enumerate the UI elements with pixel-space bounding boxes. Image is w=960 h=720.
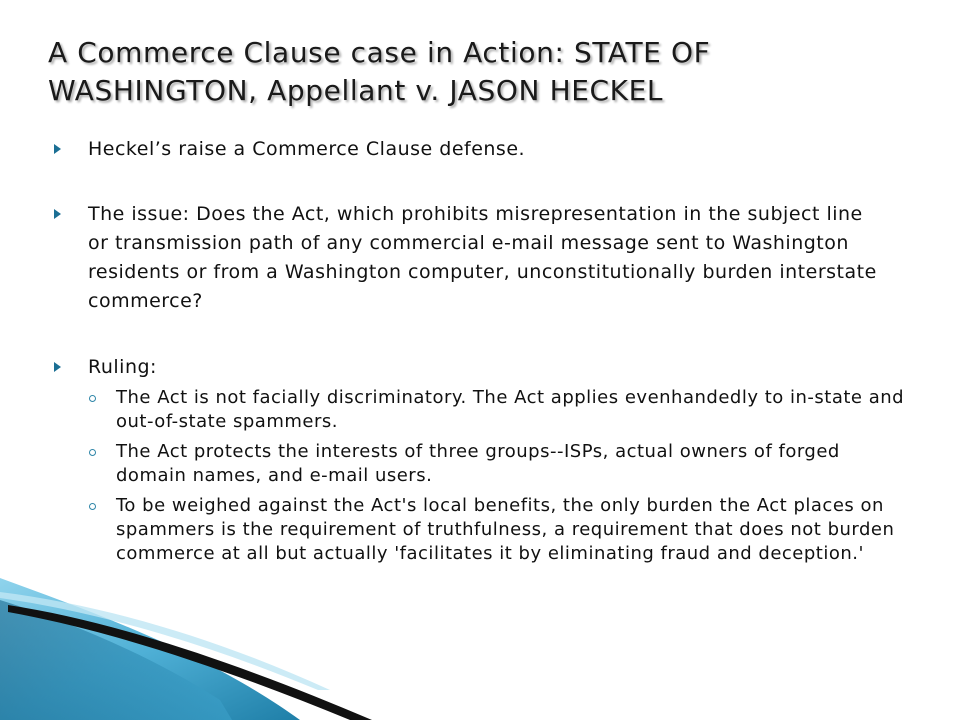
bullet-text: The issue: Does the Act, which prohibits misrepresentation in the subject line or transmission path of any commercial e-mail message sent to Washington residents or from a Washington computer, unconstitutionally burden interstate commerce? bbox=[88, 203, 877, 312]
ring-bullet-icon bbox=[89, 503, 96, 510]
bullet-issue bbox=[88, 200, 888, 316]
sub-bullet-protects-interests bbox=[116, 440, 906, 488]
bullet-text: Ruling: bbox=[88, 356, 157, 378]
sub-bullet-text: To be weighed against the Act's local benefits, the only burden the Act places on spammers is the requirement of truthfulness, a requirement that does not burden commerce at all but actually 'facilitates it by eliminating fraud and deception.' bbox=[116, 495, 895, 564]
arrow-bullet-icon bbox=[54, 209, 61, 219]
sub-bullet-text: The Act is not facially discriminatory. The Act applies evenhandedly to in-state and out-of-state spammers. bbox=[116, 387, 905, 432]
arrow-bullet-icon bbox=[54, 362, 61, 372]
bullet-text: Heckel’s raise a Commerce Clause defense. bbox=[88, 138, 526, 160]
ring-bullet-icon bbox=[89, 449, 96, 456]
ring-bullet-icon bbox=[89, 395, 96, 402]
sub-bullet-not-discriminatory bbox=[116, 386, 906, 434]
sub-bullet-burden bbox=[116, 494, 906, 566]
sub-bullet-text: The Act protects the interests of three groups--ISPs, actual owners of forged domain names, and e-mail users. bbox=[116, 441, 840, 486]
slide-title: A Commerce Clause case in Action: STATE OF WASHINGTON, Appellant v. JASON HECKEL bbox=[48, 36, 711, 107]
bullet-commerce-defense bbox=[88, 135, 888, 164]
bullet-ruling bbox=[88, 353, 888, 382]
arrow-bullet-icon bbox=[54, 144, 61, 154]
